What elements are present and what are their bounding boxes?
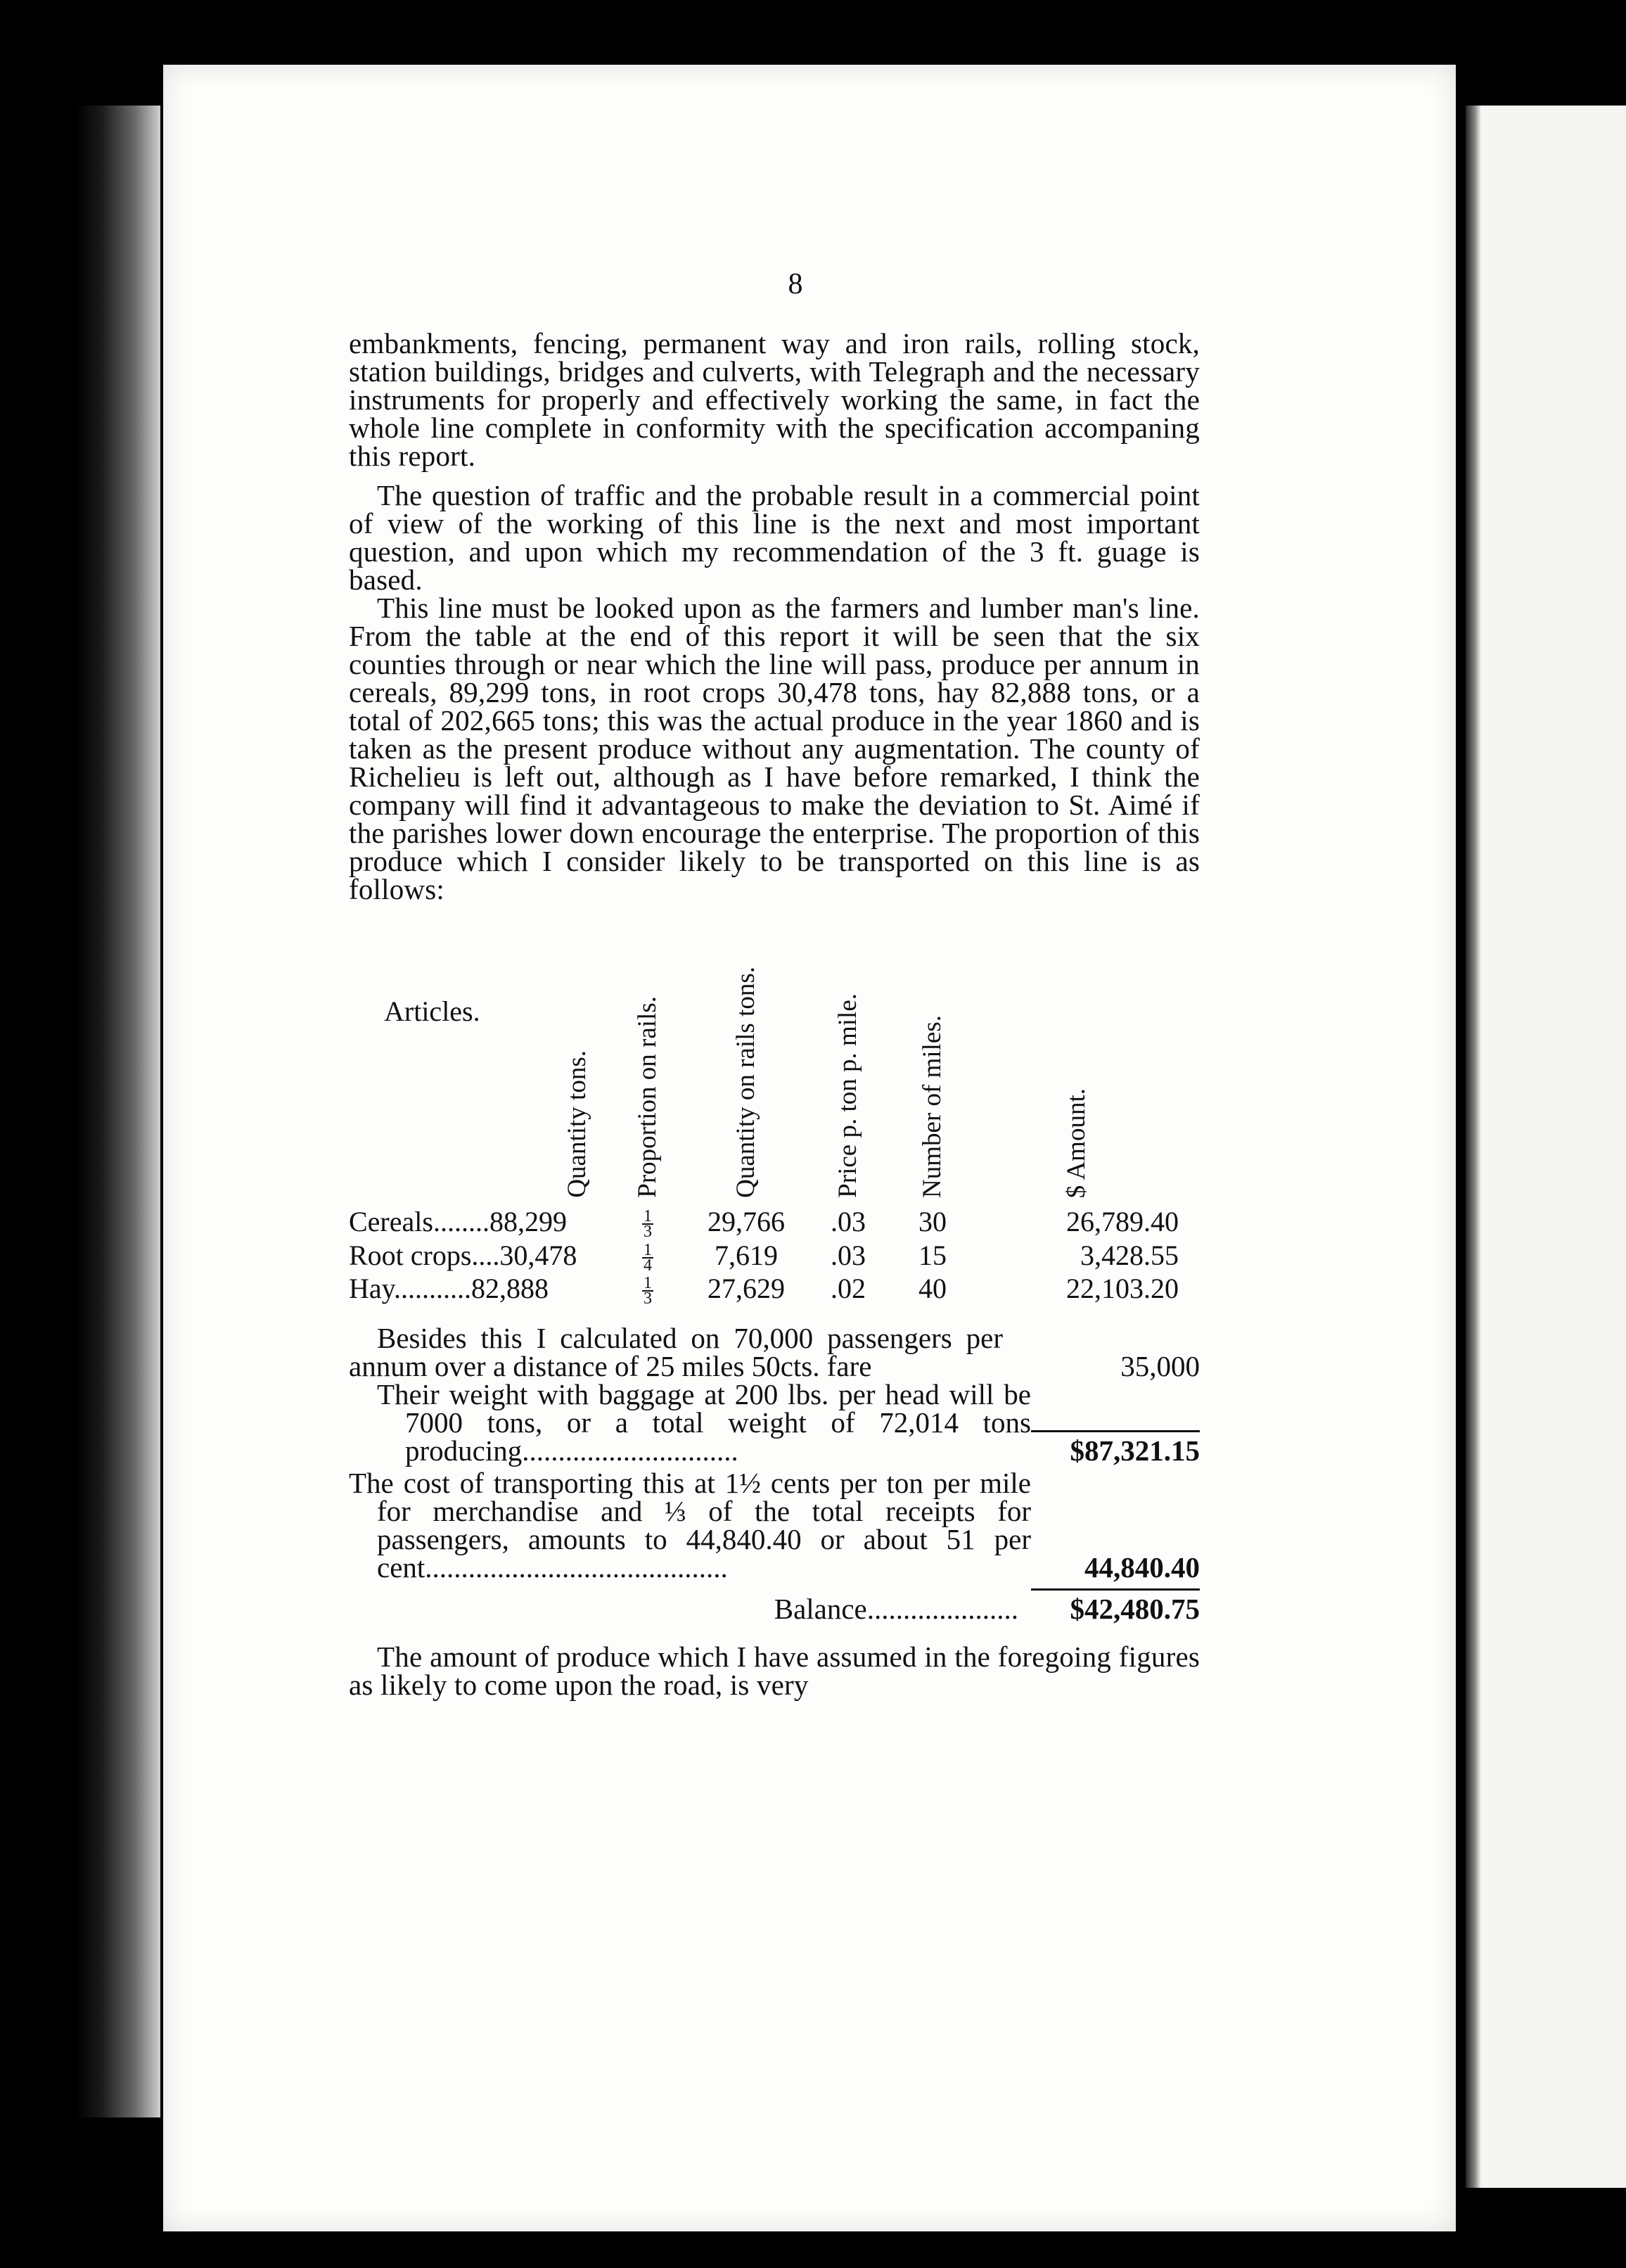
row-article: Cereals........88,299 (349, 1205, 567, 1237)
table-row (349, 1273, 1179, 1306)
facing-page-edge (1466, 106, 1626, 2188)
table-row (349, 1239, 1179, 1273)
row-quantity-on-rails: 29,766 (708, 1205, 785, 1237)
header-articles: Articles. (384, 995, 480, 1027)
row-miles: 30 (918, 1205, 947, 1237)
ledger-balance (349, 1593, 1200, 1626)
page-number: 8 (788, 268, 803, 300)
page-stack-edge (76, 106, 160, 2117)
table-row (349, 1205, 1179, 1239)
closing-paragraph: The amount of produce which I have assumed in the foregoing figures as likely to come upon the road, is very (349, 1641, 1200, 1702)
sum-rule (1031, 1430, 1200, 1432)
ledger (349, 1322, 1200, 1626)
page-text (349, 267, 1200, 1702)
ledger-passengers-amount: 35,000 (1120, 1350, 1200, 1383)
row-amount: 22,103.20 (1066, 1273, 1179, 1305)
header-price: Price p. ton p. mile. (833, 993, 862, 1198)
ledger-passengers-text: Besides this I calculated on 70,000 passengers per annum over a distance of 25 miles 50cts. fare (349, 1322, 1003, 1383)
row-miles: 15 (918, 1239, 947, 1271)
header-quantity: Quantity tons. (563, 1050, 591, 1198)
row-proportion: $\frac{1}{3}$ (644, 1206, 652, 1241)
row-amount: 26,789.40 (1066, 1205, 1179, 1237)
row-price: .03 (831, 1239, 866, 1271)
row-quantity-on-rails: 7,619 (715, 1239, 778, 1271)
row-quantity-on-rails: 27,629 (708, 1273, 785, 1305)
row-article: Hay...........82,888 (349, 1273, 549, 1305)
ledger-cost-amount: 44,840.40 (1084, 1551, 1200, 1584)
row-miles: 40 (918, 1273, 947, 1305)
produce-table (349, 967, 1179, 1306)
header-proportion: Proportion on rails. (633, 996, 662, 1198)
ledger-passengers (349, 1322, 1200, 1383)
paragraph-2: The question of traffic and the probable result in a commercial point of view of the working of this line is the next and most important question, and upon which my recommendation of the 3 ft. guage is based. (349, 479, 1200, 596)
ledger-cost (349, 1467, 1200, 1584)
header-miles: Number of miles. (918, 1014, 947, 1198)
balance-amount: $42,480.75 (1070, 1593, 1200, 1626)
ledger-weight (349, 1380, 1200, 1465)
header-amount: $ Amount. (1062, 1088, 1091, 1198)
ledger-weight-text: Their weight with baggage at 200 lbs. per head will be 7000 tons, or a total weight of 72,014 tons producing.............................. (377, 1378, 1031, 1467)
row-proportion: $\frac{1}{4}$ (644, 1240, 652, 1275)
paragraph-1: embankments, fencing, permanent way and iron rails, rolling stock, station buildings, bridges and culverts, with Telegraph and the necessary instruments for properly and effectively working the same, in fact the whole line complete in conformity with the specification accompaning this report. (349, 327, 1200, 472)
ledger-cost-text: The cost of transporting this at 1½ cents per ton per mile for merchandise and ⅓ of the total receipts for passengers, amounts to 44,840.40 or about 51 per cent.......................................... (349, 1467, 1031, 1584)
balance-rule (1031, 1588, 1200, 1591)
row-article: Root crops....30,478 (349, 1239, 577, 1271)
row-amount: 3,428.55 (1080, 1239, 1179, 1271)
paragraph-3: This line must be looked upon as the farmers and lumber man's line. From the table at the end of this report it will be seen that the six counties through or near which the line will pass, produce per annum in cereals, 89,299 tons, in root crops 30,478 tons, hay 82,888 tons, or a total of 202,665 tons; this was the actual produce in the year 1860 and is taken as the present produce without any augmentation. The county of Richelieu is left out, although as I have before remarked, I think the company will find it advantageous to make the deviation to St. Aimé if the parishes lower down encourage the enterprise. The proportion of this produce which I consider likely to be transported on this line is as follows: (349, 592, 1200, 905)
ledger-weight-amount-block (1031, 1423, 1200, 1465)
row-price: .02 (831, 1273, 866, 1305)
header-quantity-on-rails: Quantity on rails tons. (731, 967, 760, 1198)
balance-label: Balance..................... (774, 1593, 1018, 1626)
row-price: .03 (831, 1205, 866, 1237)
ledger-weight-amount: $87,321.15 (1070, 1434, 1200, 1467)
table-header-row (349, 967, 1179, 1205)
row-proportion: $\frac{1}{3}$ (644, 1274, 652, 1308)
